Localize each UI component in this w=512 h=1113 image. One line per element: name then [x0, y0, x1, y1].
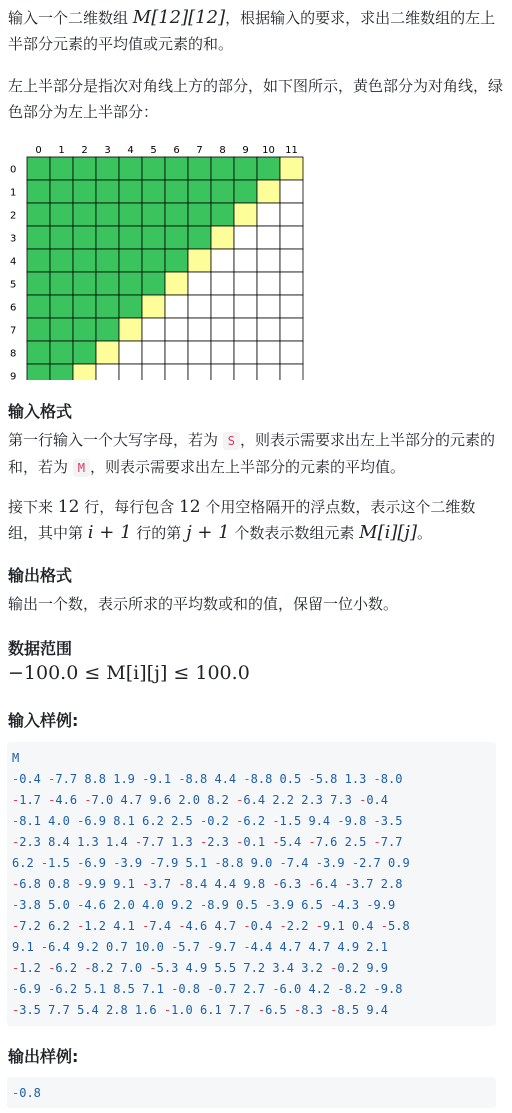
upper-cell — [211, 157, 234, 180]
lower-cell — [257, 364, 280, 380]
lower-cell — [211, 341, 234, 364]
upper-cell — [27, 226, 50, 249]
sample-input-line: 9.1 -6.4 9.2 0.7 10.0 -5.7 -9.7 -4.4 4.7 4.7 4.9 2.1 — [12, 940, 388, 954]
lower-cell — [165, 341, 188, 364]
lower-cell — [234, 226, 257, 249]
upper-cell — [234, 157, 257, 180]
sample-input-line: -3.8 5.0 -4.6 2.0 4.0 9.2 -8.9 0.5 -3.9 6.5 -4.3 -9.9 — [12, 898, 396, 912]
lower-cell — [280, 249, 303, 272]
input-format-heading: 输入格式 — [8, 402, 73, 421]
upper-cell — [96, 180, 119, 203]
row-label: 3 — [10, 233, 17, 245]
upper-cell — [50, 318, 73, 341]
p2-text-e: 个数表示数组元素 — [229, 524, 360, 542]
intro-text-b: ，根据输入的要求，求出二维数组的左上半部分元素的平均值或元素的和。 — [8, 9, 496, 53]
inline-code-s: S — [223, 432, 240, 450]
p2-math-j: j + 1 — [186, 522, 230, 543]
lower-cell — [257, 272, 280, 295]
upper-cell — [142, 203, 165, 226]
sample-input-line: 6.2 -1.5 -6.9 -3.9 -7.9 5.1 -8.8 9.0 -7.4 -3.9 -2.7 0.9 — [12, 856, 410, 870]
upper-cell — [27, 318, 50, 341]
p2-text-f: 。 — [417, 524, 433, 542]
upper-cell — [119, 249, 142, 272]
upper-cell — [50, 180, 73, 203]
lower-cell — [234, 364, 257, 380]
intro-paragraph — [8, 5, 504, 57]
diagonal-cell — [96, 341, 119, 364]
upper-cell — [96, 295, 119, 318]
column-labels — [35, 145, 298, 156]
row-labels — [10, 165, 23, 381]
lower-cell — [280, 203, 303, 226]
upper-cell — [27, 364, 50, 380]
sample-input-line: -2.3 8.4 1.3 1.4 -7.7 1.3 -2.3 -0.1 -5.4 -7.6 2.5 -7.7 — [12, 835, 403, 849]
data-range-formula: −100.0 ≤ M[i][j] ≤ 100.0 — [8, 662, 250, 684]
upper-cell — [73, 203, 96, 226]
diagonal-cell — [142, 295, 165, 318]
upper-cell — [50, 226, 73, 249]
p2-text-c: 个用空格隔开的浮点数，表示这个二维数组，其中第 — [8, 498, 476, 542]
upper-cell — [50, 203, 73, 226]
upper-cell — [73, 180, 96, 203]
p2-num-cols: 12 — [178, 497, 201, 517]
upper-cell — [165, 180, 188, 203]
lower-cell — [211, 249, 234, 272]
upper-cell — [27, 203, 50, 226]
lower-cell — [257, 226, 280, 249]
row-label: 2 — [10, 210, 17, 222]
upper-cell — [188, 180, 211, 203]
row-label: 8 — [10, 348, 17, 360]
lower-cell — [234, 341, 257, 364]
inline-code-m: M — [73, 459, 90, 477]
upper-cell — [211, 203, 234, 226]
row-label: 1 — [10, 187, 17, 199]
column-label: 3 — [104, 145, 111, 156]
lower-cell — [211, 272, 234, 295]
upper-cell — [50, 157, 73, 180]
upper-cell — [50, 295, 73, 318]
lower-cell — [165, 295, 188, 318]
upper-cell — [142, 157, 165, 180]
diagonal-cell — [257, 180, 280, 203]
diagonal-cell — [211, 226, 234, 249]
lower-cell — [165, 364, 188, 380]
upper-cell — [27, 249, 50, 272]
lower-cell — [257, 318, 280, 341]
column-label: 5 — [150, 145, 157, 156]
lower-cell — [188, 364, 211, 380]
column-label: 2 — [81, 145, 88, 156]
description-paragraph: 左上半部分是指次对角线上方的部分，如下图所示，黄色部分为对角线，绿色部分为左上半部分： — [8, 77, 504, 121]
lower-cell — [119, 341, 142, 364]
row-label: 5 — [10, 279, 17, 291]
p1-text-c: ，则表示需要求出左上半部分的元素的平均值。 — [90, 458, 406, 476]
diagonal-cell — [188, 249, 211, 272]
column-label: 7 — [196, 145, 203, 156]
upper-cell — [188, 157, 211, 180]
sample-input-line: -8.1 4.0 -6.9 8.1 6.2 2.5 -0.2 -6.2 -1.5 9.4 -9.8 -3.5 — [12, 814, 403, 828]
p2-text-d: 行的第 — [131, 524, 187, 542]
upper-cell — [142, 272, 165, 295]
sample-input-line: -0.4 -7.7 8.8 1.9 -9.1 -8.8 4.4 -8.8 0.5 -5.8 1.3 -8.0 — [12, 772, 403, 786]
upper-cell — [96, 157, 119, 180]
p1-text-a: 第一行输入一个大写字母，若为 — [8, 431, 223, 449]
lower-cell — [257, 341, 280, 364]
row-label: 7 — [10, 325, 17, 337]
diagonal-cell — [165, 272, 188, 295]
upper-cell — [119, 157, 142, 180]
row-label: 0 — [10, 164, 17, 176]
row-label: 9 — [10, 371, 17, 380]
diagonal-cell — [73, 364, 96, 380]
upper-cell — [73, 295, 96, 318]
lower-cell — [280, 295, 303, 318]
upper-cell — [96, 318, 119, 341]
intro-text-a: 输入一个二维数组 — [8, 9, 133, 27]
p2-text-a: 接下来 — [8, 498, 58, 516]
p2-math-i: i + 1 — [87, 522, 132, 543]
matrix-diagram — [0, 140, 320, 380]
p1-text-b: ，则表示需要求出左上半部分的元素的和，若为 — [8, 431, 496, 476]
column-label: 11 — [285, 145, 298, 156]
upper-cell — [27, 180, 50, 203]
lower-cell — [188, 341, 211, 364]
lower-cell — [165, 318, 188, 341]
diagonal-cell — [234, 203, 257, 226]
lower-cell — [119, 364, 142, 380]
data-range-heading: 数据范围 — [8, 639, 73, 658]
p2-text-b: 行，每行包含 — [79, 498, 179, 516]
upper-cell — [27, 157, 50, 180]
upper-cell — [119, 226, 142, 249]
lower-cell — [280, 341, 303, 364]
upper-cell — [96, 249, 119, 272]
matrix-cells — [27, 157, 303, 380]
row-label: 6 — [10, 302, 17, 314]
upper-cell — [142, 226, 165, 249]
sample-input-heading: 输入样例: — [8, 711, 79, 730]
upper-cell — [188, 226, 211, 249]
column-label: 8 — [219, 145, 226, 156]
upper-cell — [27, 272, 50, 295]
sample-output-heading: 输出样例: — [8, 1047, 79, 1066]
column-label: 1 — [58, 145, 65, 156]
lower-cell — [280, 226, 303, 249]
upper-cell — [73, 249, 96, 272]
lower-cell — [96, 364, 119, 380]
upper-cell — [119, 180, 142, 203]
upper-cell — [50, 272, 73, 295]
sample-output-line: -0.8 — [12, 1086, 41, 1100]
upper-cell — [73, 318, 96, 341]
upper-cell — [73, 341, 96, 364]
sample-input-line: -7.2 6.2 -1.2 4.1 -7.4 -4.6 4.7 -0.4 -2.2 -9.1 0.4 -5.8 — [12, 919, 410, 933]
lower-cell — [280, 272, 303, 295]
upper-cell — [96, 226, 119, 249]
lower-cell — [234, 295, 257, 318]
upper-cell — [165, 249, 188, 272]
lower-cell — [188, 318, 211, 341]
column-label: 4 — [127, 145, 134, 156]
sample-input-line: -1.7 -4.6 -7.0 4.7 9.6 2.0 8.2 -6.4 2.2 2.3 7.3 -0.4 — [12, 793, 388, 807]
diagonal-cell — [280, 157, 303, 180]
column-label: 10 — [262, 145, 275, 156]
lower-cell — [142, 341, 165, 364]
lower-cell — [142, 318, 165, 341]
lower-cell — [280, 364, 303, 380]
upper-cell — [165, 203, 188, 226]
sample-input-line: M — [12, 751, 20, 765]
upper-cell — [50, 249, 73, 272]
output-format-heading: 输出格式 — [8, 566, 73, 585]
input-format-paragraph-2 — [8, 494, 504, 546]
lower-cell — [211, 295, 234, 318]
upper-cell — [96, 203, 119, 226]
upper-cell — [211, 180, 234, 203]
lower-cell — [280, 180, 303, 203]
upper-cell — [27, 295, 50, 318]
lower-cell — [234, 249, 257, 272]
upper-cell — [234, 180, 257, 203]
row-label: 4 — [10, 256, 17, 268]
lower-cell — [280, 318, 303, 341]
upper-cell — [119, 295, 142, 318]
upper-cell — [165, 157, 188, 180]
upper-cell — [50, 341, 73, 364]
upper-cell — [73, 157, 96, 180]
lower-cell — [234, 272, 257, 295]
upper-cell — [73, 226, 96, 249]
upper-cell — [119, 203, 142, 226]
lower-cell — [188, 295, 211, 318]
sample-input-code-block — [7, 742, 496, 1026]
lower-cell — [211, 318, 234, 341]
sample-input-line: -6.8 0.8 -9.9 9.1 -3.7 -8.4 4.4 9.8 -6.3 -6.4 -3.7 2.8 — [12, 877, 403, 891]
column-label: 0 — [35, 145, 42, 156]
lower-cell — [142, 364, 165, 380]
upper-cell — [50, 364, 73, 380]
upper-cell — [142, 249, 165, 272]
lower-cell — [257, 295, 280, 318]
output-format-paragraph: 输出一个数，表示所求的平均数或和的值，保留一位小数。 — [8, 595, 399, 613]
sample-output-code-block — [7, 1077, 496, 1108]
upper-cell — [165, 226, 188, 249]
upper-cell — [73, 272, 96, 295]
upper-cell — [188, 203, 211, 226]
p2-num-rows: 12 — [57, 497, 80, 517]
upper-cell — [257, 157, 280, 180]
lower-cell — [257, 203, 280, 226]
column-label: 6 — [173, 145, 180, 156]
column-label: 9 — [242, 145, 249, 156]
diagonal-cell — [119, 318, 142, 341]
lower-cell — [188, 272, 211, 295]
p2-math-element: M[i][j] — [359, 522, 418, 543]
intro-math-array: M[12][12] — [132, 7, 226, 28]
sample-input-line: -1.2 -6.2 -8.2 7.0 -5.3 4.9 5.5 7.2 3.4 3.2 -0.2 9.9 — [12, 961, 388, 975]
upper-cell — [96, 272, 119, 295]
lower-cell — [234, 318, 257, 341]
upper-cell — [27, 341, 50, 364]
lower-cell — [257, 249, 280, 272]
sample-input-line: -3.5 7.7 5.4 2.8 1.6 -1.0 6.1 7.7 -6.5 -8.3 -8.5 9.4 — [12, 1003, 388, 1017]
sample-input-line: -6.9 -6.2 5.1 8.5 7.1 -0.8 -0.7 2.7 -6.0 4.2 -8.2 -9.8 — [12, 982, 403, 996]
upper-cell — [142, 180, 165, 203]
input-format-paragraph-1 — [8, 427, 504, 481]
upper-cell — [119, 272, 142, 295]
lower-cell — [211, 364, 234, 380]
